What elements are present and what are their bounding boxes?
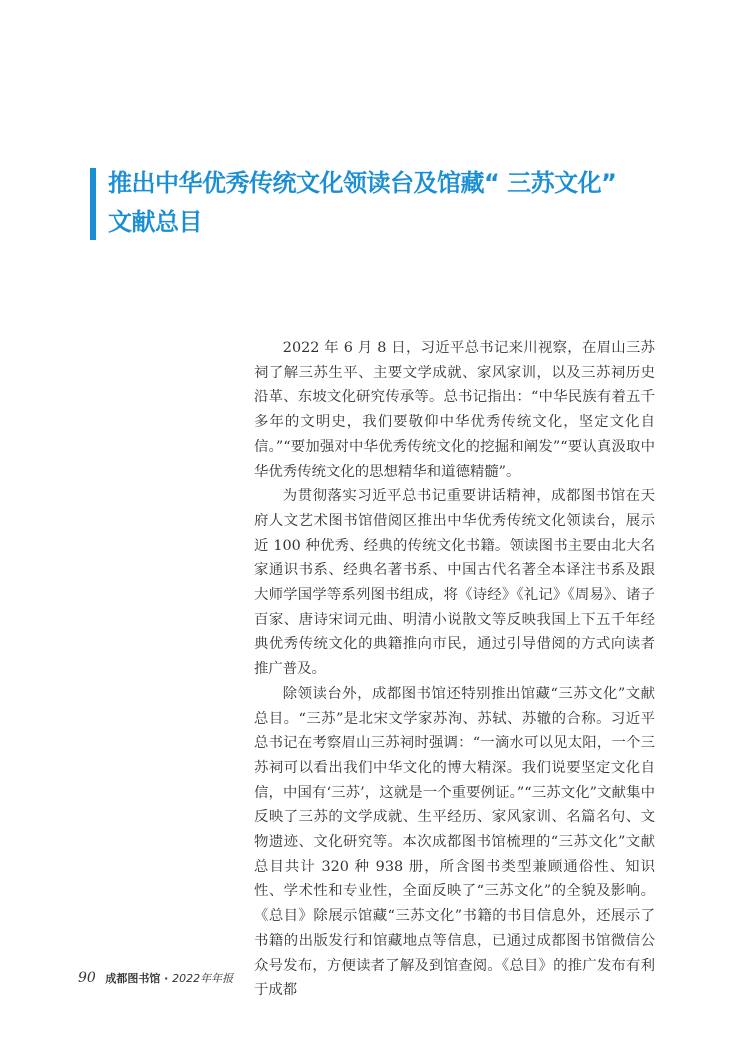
- publication-name: 成都图书馆 ·: [105, 972, 173, 985]
- paragraph-3: 除领读台外，成都图书馆还特别推出馆藏“三苏文化”文献总目。“三苏”是北宋文学家苏洵、苏轼、苏辙的合称。习近平总书记在考察眉山三苏祠时强调：“一滴水可以见太阳，一个三苏祠可以看出我们中华文化的博大精深。我们说要坚定文化自信，中国有‘三苏’，这就是一个重要例证。”“三苏文化”文献集中反映了三苏的文学成就、生平经历、家风家训、名篇名句、文物遗迹、文化研究等。本次成都图书馆梳理的“三苏文化”文献总目共计 320 种 938 册，所含图书类型兼顾通俗性、知识性、学术性和专业性，全面反映了“三苏文化”的全貌及影响。《总目》除展示馆藏“三苏文化”书籍的书目信息外，还展示了书籍的出版发行和馆藏地点等信息，已通过成都图书馆微信公众号发布，方便读者了解及到馆查阅。《总目》的推广发布有利于成都: [254, 685, 655, 999]
- article-title: [108, 164, 668, 242]
- paragraph-2: 为贯彻落实习近平总书记重要讲话精神，成都图书馆在天府人文艺术图书馆借阅区推出中华优秀传统文化领读台，展示近 100 种优秀、经典的传统文化书籍。领读图书主要由北大名家通识书系、经典名著书系、中国古代名著全本译注书系及跟大师学国学等系列图书组成，将《诗经》《礼记》《周易》、诸子百家、唐诗宋词元曲、明清小说散文等反映我国上下五千年经典优秀传统文化的典籍推向市民，通过引导借阅的方式向读者推广普及。: [254, 488, 655, 678]
- annual-report-label: 2022年年报: [172, 972, 234, 985]
- article-body: [254, 336, 655, 1003]
- title-accent-bar: [90, 168, 96, 240]
- article-title-line-2: 文献总目: [108, 208, 202, 236]
- article-title-line-1: 推出中华优秀传统文化领读台及馆藏“ 三苏文化”: [108, 169, 617, 197]
- paragraph-1: 2022 年 6 月 8 日，习近平总书记来川视察，在眉山三苏祠了解三苏生平、主要文学成就、家风家训，以及三苏祠历史沿革、东坡文化研究传承等。总书记指出：“中华民族有着五千多年的文明史，我们要敬仰中华优秀传统文化，坚定文化自信。”“要加强对中华优秀传统文化的挖掘和阐发”“要认真汲取中华优秀传统文化的思想精华和道德精髓”。: [254, 340, 655, 480]
- page-number: 90: [78, 970, 96, 986]
- page-footer: [78, 970, 233, 986]
